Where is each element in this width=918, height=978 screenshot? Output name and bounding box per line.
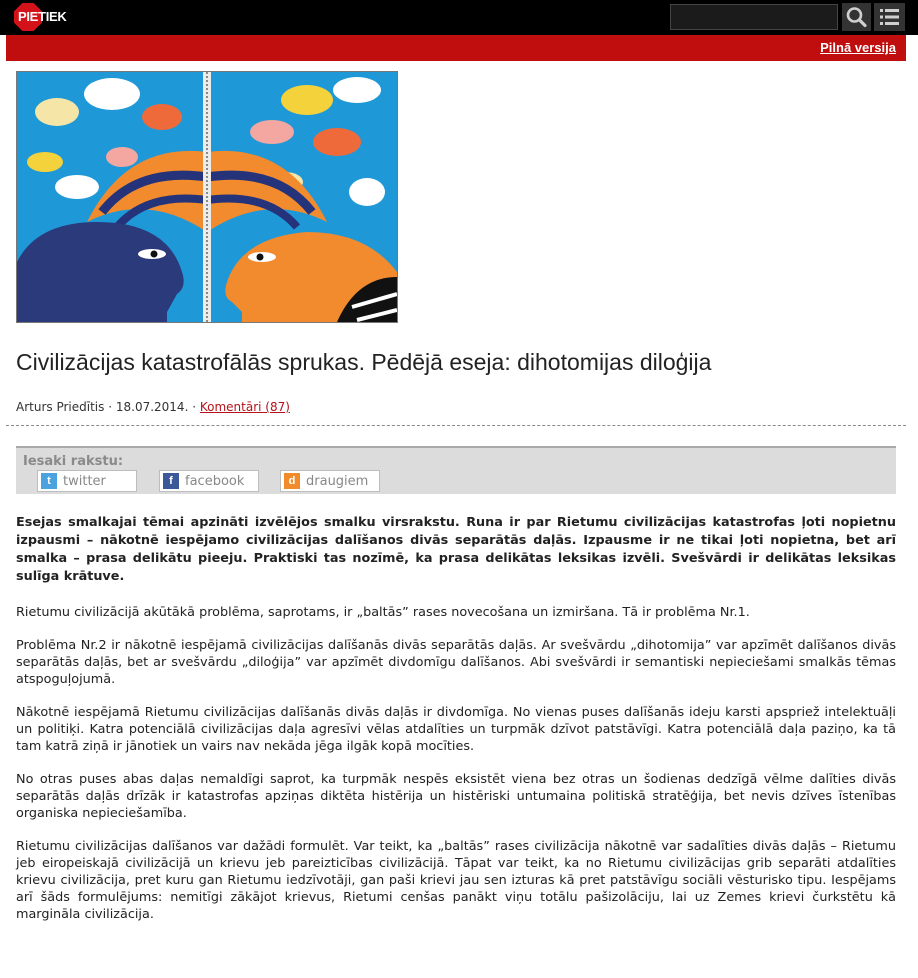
share-label: Iesaki rakstu:: [23, 454, 124, 469]
site-logo[interactable]: PIETIEK: [18, 9, 67, 24]
share-button-label: draugiem: [306, 473, 369, 489]
article-paragraph: Problēma Nr.2 ir nākotnē iespējamā civilizācijas dalīšanās divās separātās daļās. Ar svešvārdu „dihotomija” var apzīmēt dalīšanos divās separātās daļās, bet ar svešvārdu „diloģija” var apzīmēt divdomīgu dalīšanos. Abi svešvārdi ir semantiski nepieciešami smalkās tēmas atspoguļojumā.: [16, 638, 896, 687]
sub-header-bar: [6, 35, 906, 61]
share-bar: [16, 446, 896, 494]
article-meta: [16, 400, 290, 414]
draugiem-share-button[interactable]: [280, 470, 380, 492]
menu-button[interactable]: [874, 3, 905, 31]
top-bar: [0, 0, 918, 35]
list-menu-icon: [874, 3, 905, 31]
article-paragraph: No otras puses abas daļas nemaldīgi saprot, ka turpmāk nespēs eksistēt viena bez otras un šodienas dedzīgā vēlme dalīties divās separātās daļās drīzāk ir katastrofas apziņas diktēta histērija un histēriski untumaina politiskā stratēģija, bet nevis dzīves īstenības organiska nepieciešamība.: [16, 772, 896, 821]
search-button[interactable]: [842, 3, 871, 31]
twitter-icon: t: [41, 473, 57, 489]
full-version-link[interactable]: Pilnā versija: [820, 40, 896, 55]
article-author: Arturs Priedītis: [16, 400, 105, 414]
meta-separator: ·: [108, 400, 113, 414]
comments-link[interactable]: Komentāri (87): [199, 400, 290, 414]
share-button-label: twitter: [63, 473, 106, 489]
share-button-label: facebook: [185, 473, 245, 489]
article-paragraph: Rietumu civilizācijā akūtākā problēma, saprotams, ir „baltās” rases novecošana un izmiršana. Tā ir problēma Nr.1.: [16, 605, 750, 620]
twitter-share-button[interactable]: [37, 470, 137, 492]
article-hero-image: [16, 71, 398, 323]
article-title: Civilizācijas katastrofālās sprukas. Pēdējā eseja: dihotomijas diloģija: [16, 349, 712, 375]
meta-separator: ·: [192, 400, 197, 414]
search-input[interactable]: [670, 4, 838, 30]
divider: [6, 425, 906, 426]
illustration: [17, 72, 397, 322]
article-body: [16, 514, 896, 939]
draugiem-icon: d: [284, 473, 300, 489]
facebook-icon: f: [163, 473, 179, 489]
article-date: 18.07.2014.: [115, 400, 189, 414]
search-icon: [842, 3, 871, 31]
article-paragraph: Rietumu civilizācijas dalīšanos var dažādi formulēt. Var teikt, ka „baltās” rases civilizācija nākotnē var sadalīties divās daļās – Rietumu jeb eiropeiskajā civilizācijā un krievu jeb pareizticības civilizācijā. Tāpat var teikt, ka no Rietumu civilizācijas grib separāti atdalīties krievu civilizācija, pret kuru gan Rietumu iedzīvotāji, gan paši krievi jau sen izturas kā pret patstāvīgu sociāli vēsturisko tipu. Iespējams arī šāds formulējums: nemitīgi zākājot krievus, Rietumi cenšas panākt viņu totālu pašizolāciju, lai uz Zemes krievi čurkstētu kā margināla civilizācija.: [16, 839, 896, 922]
article-paragraph: Nākotnē iespējamā Rietumu civilizācijas dalīšanās divās daļās ir divdomīga. No vienas puses dalīšanās ideju karsti apspriež intelektuāļi un politiķi. Katra potenciālā civilizācijas daļa agresīvi vēlas atdalīties un turpmāk dzīvot patstāvīgi. Katra potenciālā daļa paziņo, ka tā tam katrā ziņā ir jānotiek un vairs nav nekāda jēga ilgāk kopā mocīties.: [16, 705, 896, 754]
article-lead: Esejas smalkajai tēmai apzināti izvēlējos smalku virsrakstu. Runa ir par Rietumu civilizācijas katastrofas ļoti nopietnu izpausmi – nākotnē iespējamo civilizācijas dalīšanos divās separātās daļās. Izpausme ir ne tikai ļoti nopietna, bet arī smalka – prasa delikātu pieeju. Praktiski tas nozīmē, ka prasa delikātas leksikas izvēli. Svešvārdi ir delikātas leksikas sulīga krātuve.: [16, 515, 896, 584]
facebook-share-button[interactable]: [159, 470, 259, 492]
